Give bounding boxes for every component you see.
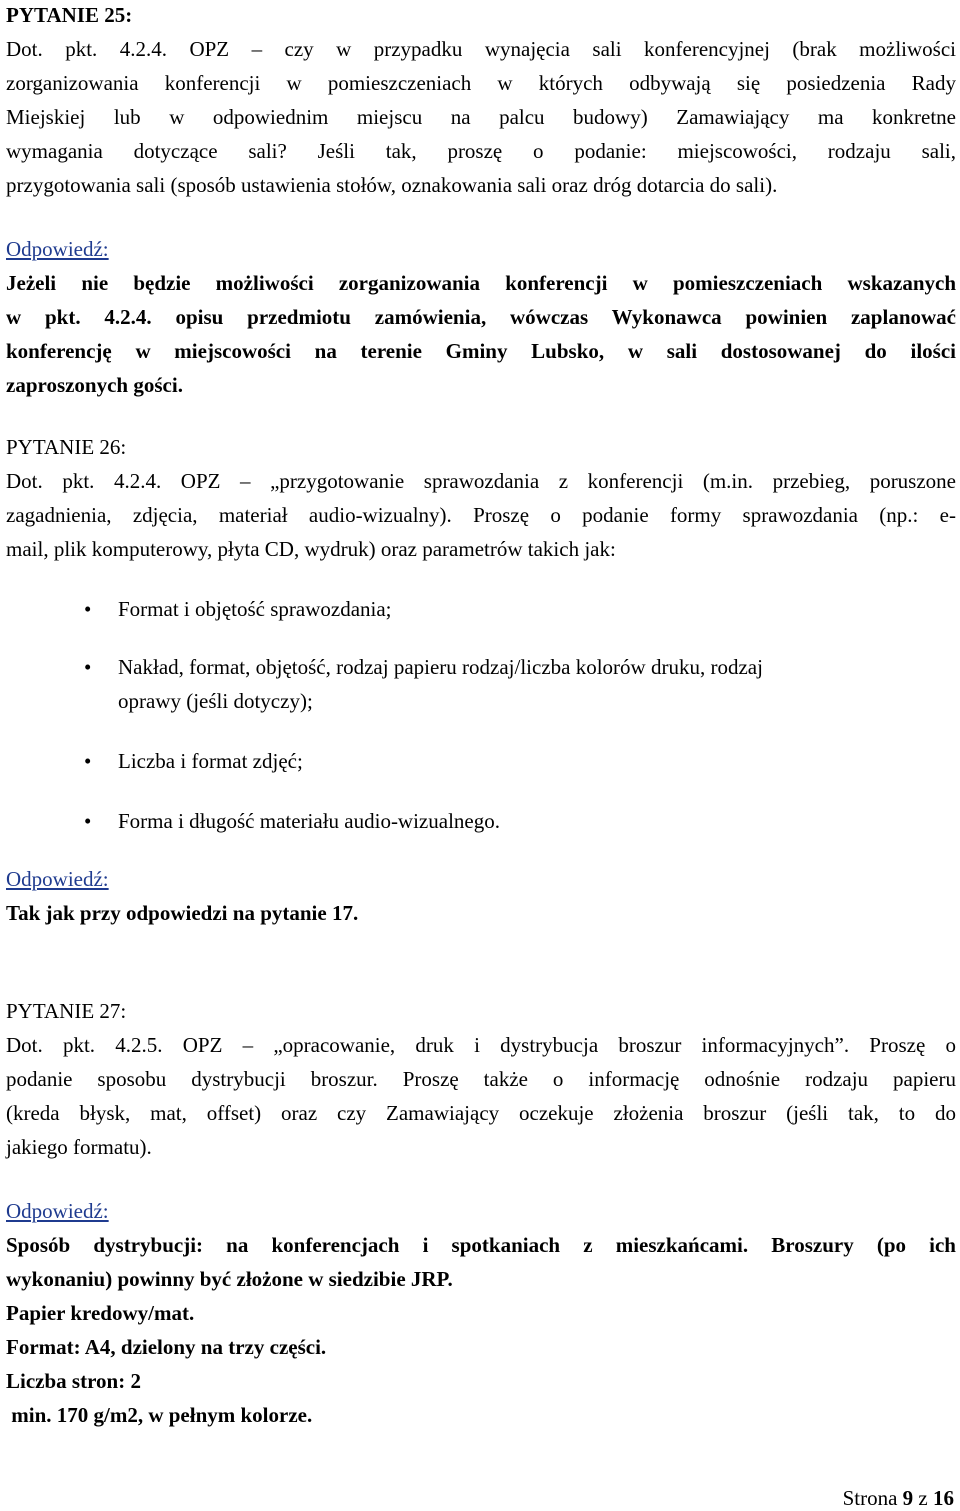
- bullet-icon: •: [84, 809, 92, 833]
- question-25-line: przygotowania sali (sposób ustawienia stołów, oznakowania sali oraz dróg dotarcia do sali).: [6, 173, 778, 197]
- answer-27-line: Papier kredowy/mat.: [6, 1301, 195, 1325]
- answer-27-line: min. 170 g/m2, w pełnym kolorze.: [6, 1403, 313, 1427]
- page-number-total: 16: [933, 1486, 954, 1510]
- answer-26-line: Tak jak przy odpowiedzi na pytanie 17.: [6, 901, 359, 925]
- answer-27-line: wykonaniu) powinny być złożone w siedzibie JRP.: [6, 1267, 453, 1291]
- page-number-current: 9: [902, 1486, 914, 1510]
- question-25-line: wymagania dotyczące sali? Jeśli tak, proszę o podanie: miejscowości, rodzaju sali,: [6, 139, 956, 163]
- page-number-prefix: Strona: [842, 1486, 903, 1510]
- answer-25-line: Jeżeli nie będzie możliwości zorganizowania konferencji w pomieszczeniach wskazanych: [6, 271, 956, 295]
- bullet-icon: •: [84, 597, 92, 621]
- bullet-icon: •: [84, 749, 92, 773]
- question-27-heading: PYTANIE 27:: [6, 999, 127, 1023]
- page-number: [843, 1485, 954, 1511]
- answer-27-line: Sposób dystrybucji: na konferencjach i spotkaniach z mieszkańcami. Broszury (po ich: [6, 1233, 956, 1257]
- question-27-line: podanie sposobu dystrybucji broszur. Proszę także o informację odnośnie rodzaju papieru: [6, 1067, 956, 1091]
- question-26-line: zagadnienia, zdjęcia, materiał audio-wizualny). Proszę o podanie formy sprawozdania (np.: e-: [6, 503, 956, 527]
- page-number-middle: z: [913, 1486, 933, 1510]
- answer-25-line: konferencję w miejscowości na terenie Gminy Lubsko, w sali dostosowanej do ilości: [6, 339, 956, 363]
- question-25-line: zorganizowania konferencji w pomieszczeniach w których odbywają się posiedzenia Rady: [6, 71, 956, 95]
- question-27-line: (kreda błysk, mat, offset) oraz czy Zamawiający oczekuje złożenia broszur (jeśli tak, to do: [6, 1101, 956, 1125]
- bullet-item: Liczba i format zdjęć;: [118, 749, 303, 773]
- question-27-line: Dot. pkt. 4.2.5. OPZ – „opracowanie, druk i dystrybucja broszur informacyjnych”. Proszę o: [6, 1033, 956, 1057]
- question-25-line: Dot. pkt. 4.2.4. OPZ – czy w przypadku wynajęcia sali konferencyjnej (brak możliwości: [6, 37, 956, 61]
- answer-25-line: w pkt. 4.2.4. opisu przedmiotu zamówienia, wówczas Wykonawca powinien zaplanować: [6, 305, 956, 329]
- bullet-item: Forma i długość materiału audio-wizualnego.: [118, 809, 500, 833]
- answer-27-line: Liczba stron: 2: [6, 1369, 141, 1393]
- question-26-heading: PYTANIE 26:: [6, 435, 127, 459]
- bullet-icon: •: [84, 655, 92, 679]
- bullet-item: Format i objętość sprawozdania;: [118, 597, 392, 621]
- answer-27-line: Format: A4, dzielony na trzy części.: [6, 1335, 327, 1359]
- question-26-line: Dot. pkt. 4.2.4. OPZ – „przygotowanie sprawozdania z konferencji (m.in. przebieg, poruszone: [6, 469, 956, 493]
- question-25-line: Miejskiej lub w odpowiednim miejscu na palcu budowy) Zamawiający ma konkretne: [6, 105, 956, 129]
- answer-27-label: Odpowiedź:: [6, 1199, 109, 1223]
- question-26-line: mail, plik komputerowy, płyta CD, wydruk) oraz parametrów takich jak:: [6, 537, 616, 561]
- bullet-item-continuation: oprawy (jeśli dotyczy);: [118, 689, 313, 713]
- question-25-heading: PYTANIE 25:: [6, 3, 133, 27]
- question-27-line: jakiego formatu).: [6, 1135, 152, 1159]
- answer-25-label: Odpowiedź:: [6, 237, 109, 261]
- answer-25-line: zaproszonych gości.: [6, 373, 183, 397]
- bullet-item: Nakład, format, objętość, rodzaj papieru rodzaj/liczba kolorów druku, rodzaj: [118, 655, 763, 679]
- answer-26-label: Odpowiedź:: [6, 867, 109, 891]
